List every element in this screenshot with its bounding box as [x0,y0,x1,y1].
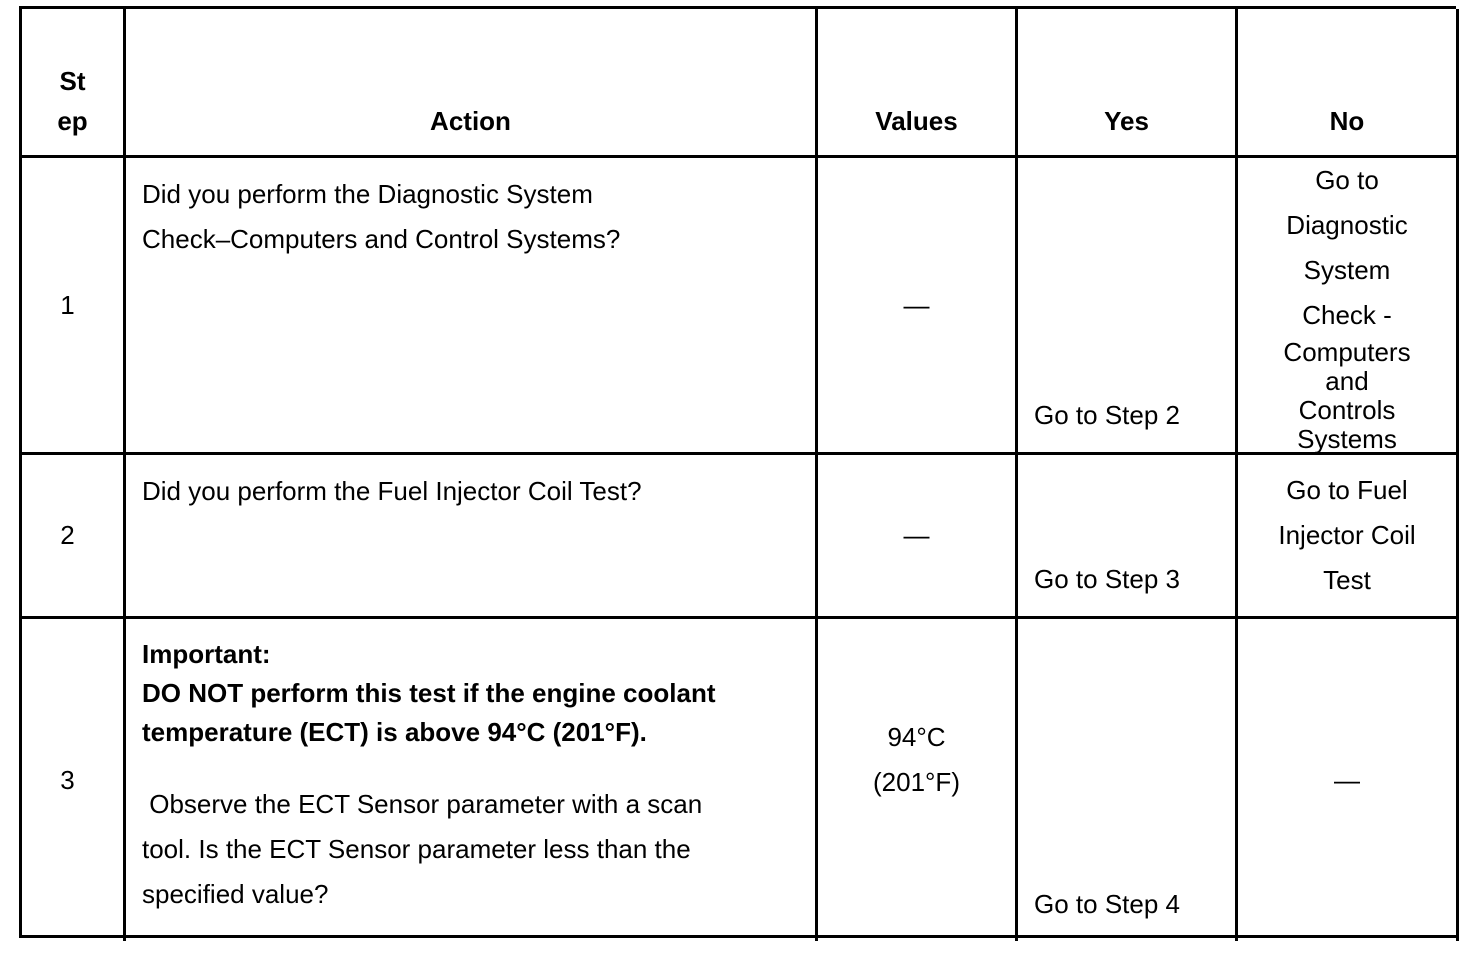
action-line: specified value? [142,879,329,909]
values-dash: — [903,520,930,550]
no-line: Computers [1283,337,1411,367]
step-number: 2 [22,455,126,619]
no-link[interactable] [1238,455,1459,619]
header-step [22,9,126,158]
values-cell [818,455,1018,619]
action-text [126,455,818,619]
header-action: Action [126,9,818,158]
yes-text: Go to Step 4 [1034,889,1180,919]
header-step-line-1: St [59,66,86,96]
yes-text: Go to Step 3 [1034,564,1180,594]
paragraph-gap [142,752,795,782]
action-text [126,158,818,455]
yes-text: Go to Step 2 [1034,400,1180,430]
value-fahrenheit: (201°F) [873,767,960,797]
action-line: Did you perform the Diagnostic System [142,179,593,209]
diagnostic-table [19,6,1456,938]
important-warning: temperature (ECT) is above 94°C (201°F). [142,717,647,747]
value-celsius: 94°C [887,722,946,752]
yes-link[interactable] [1018,158,1238,455]
no-line: Injector Coil [1278,520,1416,550]
step-number: 1 [22,158,126,455]
no-line: Go to Fuel [1286,475,1408,505]
header-no: No [1238,9,1459,158]
important-warning: DO NOT perform this test if the engine coolant [142,678,716,708]
important-label: Important: [142,639,271,669]
no-line: Check - [1302,300,1392,330]
values-cell [818,619,1018,941]
no-line: and [1325,366,1369,396]
no-line: Diagnostic [1286,210,1408,240]
action-line: Observe the ECT Sensor parameter with a scan [142,789,703,819]
header-values: Values [818,9,1018,158]
values-cell [818,158,1018,455]
no-dash: — [1334,764,1360,795]
action-line: tool. Is the ECT Sensor parameter less than the [142,834,691,864]
no-line: Go to [1315,165,1379,195]
action-text [126,619,818,941]
no-line: System [1303,255,1391,285]
no-line: Test [1323,565,1371,595]
action-line: Did you perform the Fuel Injector Coil Test? [142,476,642,506]
step-number: 3 [22,619,126,941]
yes-link[interactable] [1018,619,1238,941]
header-yes: Yes [1018,9,1238,158]
no-link[interactable] [1238,158,1459,455]
values-dash: — [903,289,930,320]
yes-link[interactable] [1018,455,1238,619]
action-line: Check–Computers and Control Systems? [142,224,621,254]
no-line: Systems [1297,424,1397,454]
no-cell [1238,619,1459,941]
header-step-line-2: ep [57,106,88,136]
no-line: Controls [1298,395,1396,425]
